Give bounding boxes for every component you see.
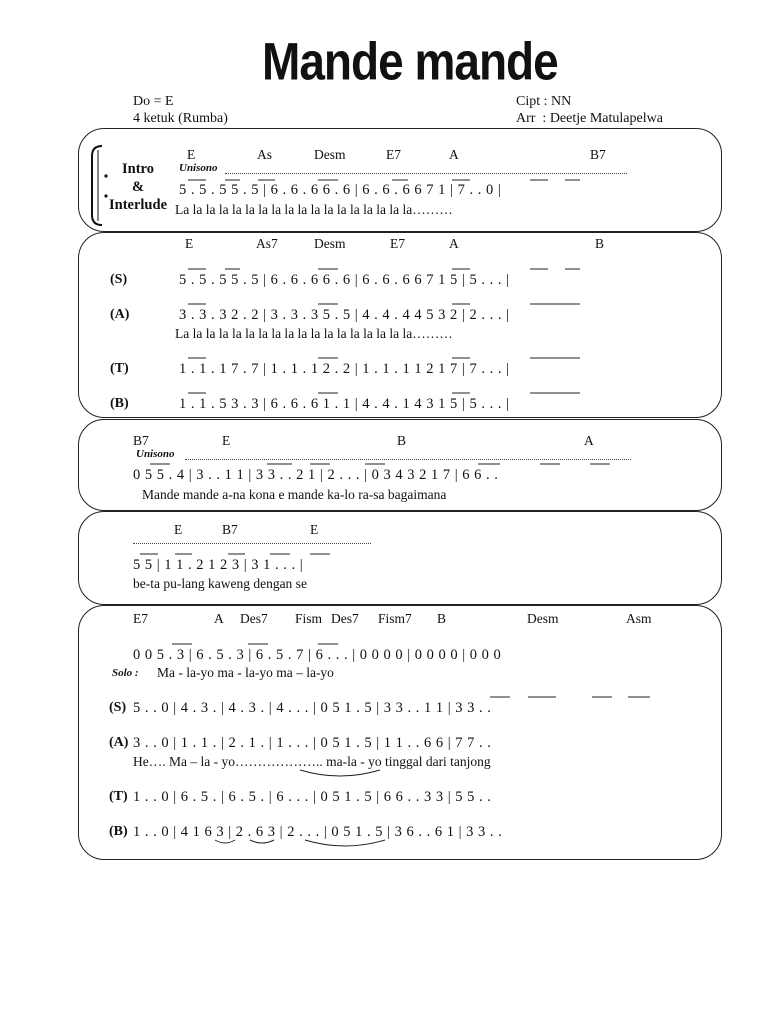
arranger: Arr : Deetje Matulapelwa [516,111,663,126]
section3-notes: 5 5 | 1 1 . 2 1 2 3 | 3 1 . . . | [133,557,304,573]
intro-notes: 5 . 5 . 5 5 . 5 | 6 . 6 . 6 6 . 6 | 6 . 6 . 6 6 7 1 | 7 . . 0 | [179,182,502,198]
solo-lyrics: Ma - la-yo ma - la-yo ma – la-yo [157,665,334,680]
chord: Des7 [331,611,359,626]
chord: As [257,147,273,162]
chord: E [187,147,196,162]
chord: E7 [133,611,148,626]
chord: E [174,522,183,537]
chord: Asm [626,611,652,626]
chord: E [185,236,194,251]
chord: E7 [386,147,401,162]
section1-lyrics: La la la la la la la la la la la la la la la la la la……… [175,326,453,341]
chord: E [310,522,319,537]
chord: Desm [527,611,559,626]
alto-notes: 3 . . 0 | 1 . 1 . | 2 . 1 . | 1 . . . | 0 5 1 . 5 | 1 1 . . 6 6 | 7 7 . . [133,735,492,751]
chord: Desm [314,147,346,162]
unisono-mark: Unisono [136,448,175,460]
chord: A [214,611,224,626]
solo-label: Solo : [112,667,139,679]
soprano-notes: 5 . 5 . 5 5 . 5 | 6 . 6 . 6 6 . 6 | 6 . 6 . 6 6 7 1 5 | 5 . . . | [179,272,510,288]
composer: Cipt : NN [516,94,572,109]
unisono-mark: Unisono [179,162,218,174]
section2-notes: 0 5 5 . 4 | 3 . . 1 1 | 3 3 . . 2 1 | 2 . . . | 0 3 4 3 2 1 7 | 6 6 . . [133,467,499,483]
voice-label-soprano: (S) [109,700,127,715]
chord: A [584,433,594,448]
chord: B7 [590,147,606,162]
section3-lyrics: be-ta pu-lang kaweng dengan se [133,576,307,591]
chord: Desm [314,236,346,251]
chord: B [595,236,605,251]
voice-label-alto: (A) [110,307,130,322]
intro-lyrics: La la la la la la la la la la la la la la la la la la……… [175,202,453,217]
voice-label-bass: (B) [109,824,128,839]
bass-notes: 1 . . 0 | 4 1 6 3 | 2 . 6 3 | 2 . . . | 0 5 1 . 5 | 3 6 . . 6 1 | 3 3 . . [133,824,503,840]
key-signature: Do = E [133,94,174,109]
chord: B [437,611,447,626]
intro-label: Intro & Interlude [109,161,167,213]
alto-notes: 3 . 3 . 3 2 . 2 | 3 . 3 . 3 5 . 5 | 4 . 4 . 4 4 5 3 2 | 2 . . . | [179,307,510,323]
voice-label-bass: (B) [110,396,129,411]
soprano-notes: 5 . . 0 | 4 . 3 . | 4 . 3 . | 4 . . . | 0 5 1 . 5 | 3 3 . . 1 1 | 3 3 . . [133,700,492,716]
voice-label-tenor: (T) [109,789,128,804]
meter: 4 ketuk (Rumba) [133,111,228,126]
chord: A [449,236,459,251]
solo-notes: 0 0 5 . 3 | 6 . 5 . 3 | 6 . 5 . 7 | 6 . . . | 0 0 0 0 | 0 0 0 0 | 0 0 0 [133,647,502,663]
chord: B7 [222,522,238,537]
tenor-notes: 1 . . 0 | 6 . 5 . | 6 . 5 . | 6 . . . | 0 5 1 . 5 | 6 6 . . 3 3 | 5 5 . . [133,789,492,805]
chord: E [222,433,231,448]
voice-label-tenor: (T) [110,361,129,376]
chord: B7 [133,433,149,448]
voice-label-soprano: (S) [110,272,128,287]
chord: Fism7 [378,611,412,626]
alto-lyrics: He…. Ma – la - yo……………….. ma-la - yo tinggal dari tanjong [133,754,491,769]
chord: E7 [390,236,405,251]
chord: As7 [256,236,278,251]
chord: Des7 [240,611,268,626]
section2-lyrics: Mande mande a-na kona e mande ka-lo ra-sa bagaimana [142,487,447,502]
chord: B [397,433,407,448]
song-title: Mande mande [262,31,558,91]
tenor-notes: 1 . 1 . 1 7 . 7 | 1 . 1 . 1 2 . 2 | 1 . 1 . 1 1 2 1 7 | 7 . . . | [179,361,510,377]
voice-label-alto: (A) [109,735,129,750]
chord: A [449,147,459,162]
bass-notes: 1 . 1 . 5 3 . 3 | 6 . 6 . 6 1 . 1 | 4 . 4 . 1 4 3 1 5 | 5 . . . | [179,396,510,412]
chord: Fism [295,611,323,626]
